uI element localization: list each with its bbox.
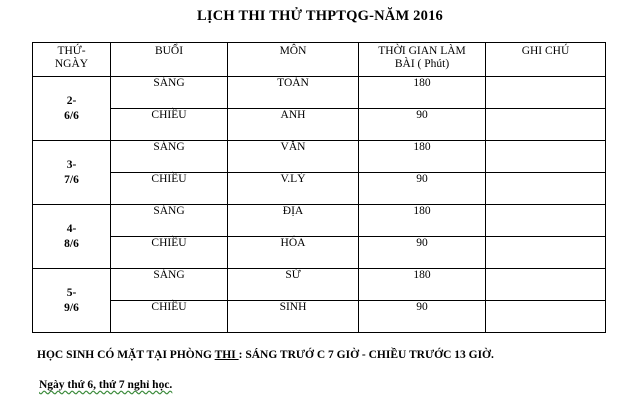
subject-cell: ĐỊA <box>228 205 359 237</box>
subject-cell: SINH <box>228 301 359 333</box>
header-day <box>33 43 111 77</box>
day-line1: 4- <box>66 222 77 235</box>
subject-cell: TOÁN <box>228 77 359 109</box>
note-cell <box>486 109 606 141</box>
day-cell <box>33 269 111 333</box>
header-time <box>359 43 486 77</box>
session-cell: CHIỀU <box>111 173 228 205</box>
day-line1: 5- <box>66 286 77 299</box>
table-row <box>33 301 606 333</box>
subject-cell: ANH <box>228 109 359 141</box>
note-cell <box>486 141 606 173</box>
notice-prefix: HỌC SINH CÓ MẶT TẠI PHÒNG <box>37 349 215 361</box>
note-cell <box>486 77 606 109</box>
session-cell: SÁNG <box>111 269 228 301</box>
duration-cell: 90 <box>359 301 486 333</box>
day-line2: 6/6 <box>64 109 79 122</box>
duration-cell: 180 <box>359 205 486 237</box>
attendance-notice <box>37 349 494 361</box>
note-cell <box>486 205 606 237</box>
header-note: GHI CHÚ <box>486 43 606 77</box>
table-header-row <box>33 43 606 77</box>
header-subject: MÔN <box>228 43 359 77</box>
table-row <box>33 109 606 141</box>
session-cell: SÁNG <box>111 77 228 109</box>
session-cell: SÁNG <box>111 141 228 173</box>
subject-cell: V.LÝ <box>228 173 359 205</box>
note-cell <box>486 301 606 333</box>
page-title: LỊCH THI THỬ THPTQG-NĂM 2016 <box>197 8 443 24</box>
day-line2: 8/6 <box>64 237 79 250</box>
holiday-note: Ngày thứ 6, thứ 7 nghỉ học. <box>39 379 173 391</box>
header-time-line2: BÀI ( Phút) <box>394 58 450 70</box>
day-line1: 3- <box>66 158 77 171</box>
table-row <box>33 141 606 173</box>
subject-cell: VĂN <box>228 141 359 173</box>
day-line2: 7/6 <box>64 173 79 186</box>
duration-cell: 180 <box>359 77 486 109</box>
table-row <box>33 269 606 301</box>
session-cell: SÁNG <box>111 205 228 237</box>
day-line2: 9/6 <box>64 301 79 314</box>
duration-cell: 180 <box>359 269 486 301</box>
session-cell: CHIỀU <box>111 237 228 269</box>
duration-cell: 90 <box>359 173 486 205</box>
table-row <box>33 205 606 237</box>
note-cell <box>486 269 606 301</box>
day-cell <box>33 77 111 141</box>
header-session: BUỔI <box>111 43 228 77</box>
table-row <box>33 173 606 205</box>
duration-cell: 90 <box>359 109 486 141</box>
duration-cell: 180 <box>359 141 486 173</box>
day-cell <box>33 205 111 269</box>
notice-rest: : SÁNG TRƯỚ C 7 GIỜ - CHIỀU TRƯỚC 13 GIỜ. <box>238 349 494 361</box>
exam-schedule-table <box>32 42 606 333</box>
day-line1: 2- <box>66 94 77 107</box>
header-time-line1: THỜI GIAN LÀM <box>378 45 466 57</box>
duration-cell: 90 <box>359 237 486 269</box>
session-cell: CHIỀU <box>111 301 228 333</box>
header-day-line1: THỨ- <box>57 45 86 57</box>
table-row <box>33 237 606 269</box>
session-cell: CHIỀU <box>111 109 228 141</box>
header-day-line2: NGÀY <box>54 58 89 70</box>
table-row <box>33 77 606 109</box>
subject-cell: HÓA <box>228 237 359 269</box>
note-cell <box>486 173 606 205</box>
subject-cell: SỬ <box>228 269 359 301</box>
day-cell <box>33 141 111 205</box>
note-cell <box>486 237 606 269</box>
notice-underlined: THI <box>214 349 239 361</box>
